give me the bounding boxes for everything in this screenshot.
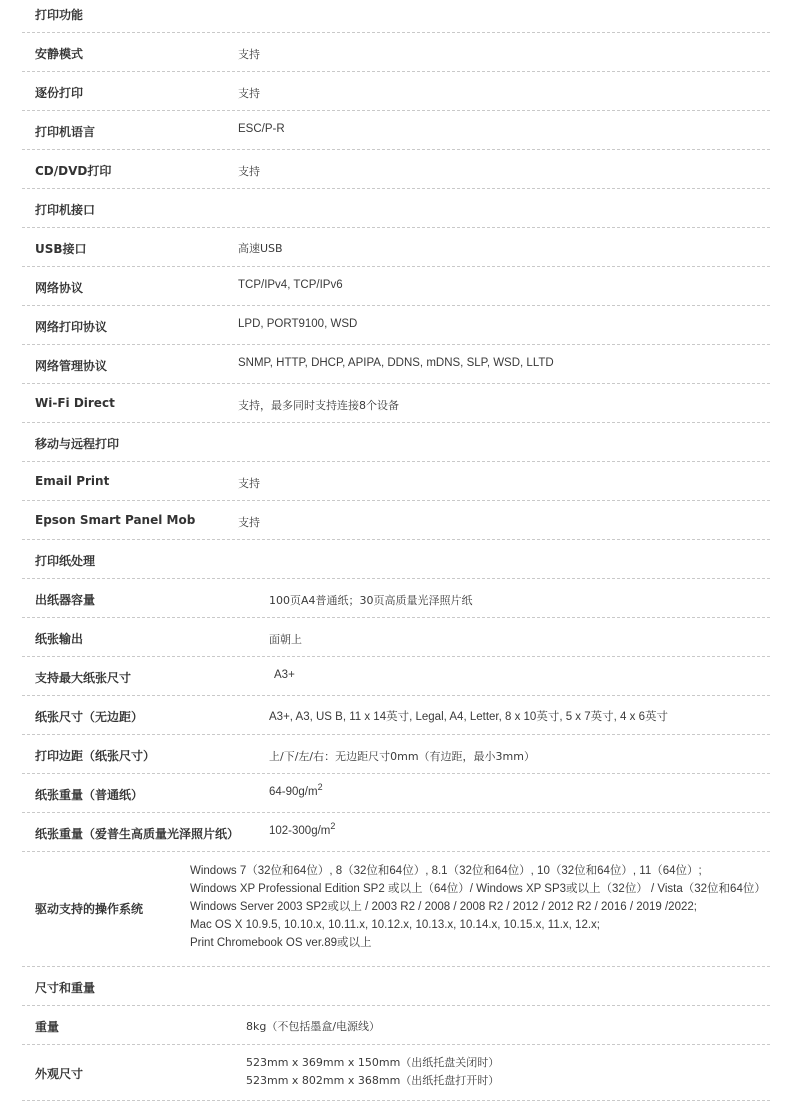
spec-label: 驱动支持的操作系统 bbox=[35, 902, 144, 916]
spec-value: 8kg（不包括墨盒/电源线） bbox=[246, 1020, 381, 1033]
spec-row-quiet-mode bbox=[22, 33, 770, 72]
spec-value: ESC/P-R bbox=[238, 123, 285, 135]
spec-label: 外观尺寸 bbox=[35, 1067, 84, 1081]
spec-row-output-capacity bbox=[22, 579, 770, 618]
spec-label: 纸张输出 bbox=[35, 632, 84, 646]
spec-value: SNMP, HTTP, DHCP, APIPA, DDNS, mDNS, SLP, WSD, LLTD bbox=[238, 357, 554, 369]
spec-label: 打印机语言 bbox=[35, 125, 96, 139]
spec-value: 支持 bbox=[238, 48, 260, 61]
spec-label: 网络管理协议 bbox=[35, 359, 108, 373]
spec-label: Wi-Fi Direct bbox=[35, 396, 115, 410]
spec-row-dimensions bbox=[22, 1045, 770, 1101]
spec-value: 支持，最多同时支持连接8个设备 bbox=[238, 399, 399, 412]
section-title: 尺寸和重量 bbox=[35, 981, 96, 995]
os-line: Mac OS X 10.9.5, 10.10.x, 10.11.x, 10.12.x, 10.13.x, 10.14.x, 10.15.x, 11.x, 12.x; bbox=[190, 919, 600, 931]
spec-label: 网络协议 bbox=[35, 281, 84, 295]
spec-value-multiline bbox=[246, 1054, 499, 1090]
spec-value: 高速USB bbox=[238, 242, 283, 255]
spec-value: A3+, A3, US B, 11 x 14英寸, Legal, A4, Letter, 8 x 10英寸, 5 x 7英寸, 4 x 6英寸 bbox=[269, 711, 668, 723]
dimension-line: 523mm x 802mm x 368mm（出纸托盘打开时） bbox=[246, 1074, 500, 1087]
spec-value: 上/下/左/右：无边距尺寸0mm（有边距，最小3mm） bbox=[269, 750, 535, 763]
spec-value bbox=[269, 782, 323, 798]
spec-label: 重量 bbox=[35, 1020, 60, 1034]
spec-label: 打印边距（纸张尺寸） bbox=[35, 749, 156, 763]
spec-row-wifi-direct bbox=[22, 384, 770, 423]
section-header-printer-interface bbox=[22, 189, 770, 228]
section-header-mobile-remote bbox=[22, 423, 770, 462]
spec-value: 支持 bbox=[238, 165, 260, 178]
section-header-paper-handling bbox=[22, 540, 770, 579]
spec-label: Epson Smart Panel Mob bbox=[35, 513, 196, 527]
spec-row-max-paper-size bbox=[22, 657, 770, 696]
os-line: Windows XP Professional Edition SP2 或以上（64位）/ Windows XP SP3或以上（32位） / Vista（32位和64位） bbox=[190, 883, 766, 895]
spec-value: TCP/IPv4, TCP/IPv6 bbox=[238, 279, 343, 291]
spec-row-os-support bbox=[22, 852, 770, 967]
spec-value: 面朝上 bbox=[269, 633, 302, 646]
section-title: 打印机接口 bbox=[35, 203, 96, 217]
spec-row-cd-dvd bbox=[22, 150, 770, 189]
spec-label: Email Print bbox=[35, 474, 110, 488]
spec-row-borderless-sizes bbox=[22, 696, 770, 735]
os-line: Print Chromebook OS ver.89或以上 bbox=[190, 937, 372, 949]
dimension-line: 523mm x 369mm x 150mm（出纸托盘关闭时） bbox=[246, 1056, 500, 1069]
spec-row-network-protocol bbox=[22, 267, 770, 306]
spec-value-multiline bbox=[190, 862, 790, 952]
spec-label: 纸张重量（爱普生高质量光泽照片纸） bbox=[35, 827, 240, 841]
spec-value: 支持 bbox=[238, 516, 260, 529]
spec-row-glossy-paper-weight bbox=[22, 813, 770, 852]
spec-label: 出纸器容量 bbox=[35, 593, 96, 607]
spec-value: 支持 bbox=[238, 87, 260, 100]
spec-value: 100页A4普通纸；30页高质量光泽照片纸 bbox=[269, 594, 473, 607]
spec-value: 支持 bbox=[238, 477, 260, 490]
section-header-print-functions bbox=[22, 0, 770, 33]
weight-text: 64-90g/m bbox=[269, 786, 318, 798]
section-title: 打印功能 bbox=[35, 8, 84, 22]
spec-row-smart-panel bbox=[22, 501, 770, 540]
spec-row-email-print bbox=[22, 462, 770, 501]
os-line: Windows Server 2003 SP2或以上 / 2003 R2 / 2008 / 2008 R2 / 2012 / 2012 R2 / 2016 / 2019 /2022; bbox=[190, 901, 697, 913]
spec-row-usb bbox=[22, 228, 770, 267]
spec-row-network-print-protocol bbox=[22, 306, 770, 345]
spec-row-print-margin bbox=[22, 735, 770, 774]
spec-value bbox=[269, 821, 336, 837]
spec-row-paper-output bbox=[22, 618, 770, 657]
spec-label: 逐份打印 bbox=[35, 86, 84, 100]
spec-label: 纸张重量（普通纸） bbox=[35, 788, 144, 802]
spec-row-collate bbox=[22, 72, 770, 111]
spec-label: 安静模式 bbox=[35, 47, 84, 61]
spec-label: 纸张尺寸（无边距） bbox=[35, 710, 144, 724]
spec-label: 支持最大纸张尺寸 bbox=[35, 671, 132, 685]
spec-value: LPD, PORT9100, WSD bbox=[238, 318, 358, 330]
weight-text: 102-300g/m bbox=[269, 825, 331, 837]
spec-value: A3+ bbox=[274, 669, 295, 681]
os-line: Windows 7（32位和64位）, 8（32位和64位）, 8.1（32位和64位）, 10（32位和64位）, 11（64位）; bbox=[190, 865, 702, 877]
spec-label: CD/DVD打印 bbox=[35, 164, 112, 178]
section-title: 移动与远程打印 bbox=[35, 437, 120, 451]
superscript: 2 bbox=[330, 821, 336, 831]
superscript: 2 bbox=[317, 782, 323, 792]
spec-row-printer-language bbox=[22, 111, 770, 150]
spec-label: USB接口 bbox=[35, 242, 87, 256]
section-header-size-weight bbox=[22, 967, 770, 1006]
spec-label: 网络打印协议 bbox=[35, 320, 108, 334]
section-title: 打印纸处理 bbox=[35, 554, 96, 568]
spec-row-plain-paper-weight bbox=[22, 774, 770, 813]
spec-row-weight bbox=[22, 1006, 770, 1045]
spec-row-network-mgmt-protocol bbox=[22, 345, 770, 384]
